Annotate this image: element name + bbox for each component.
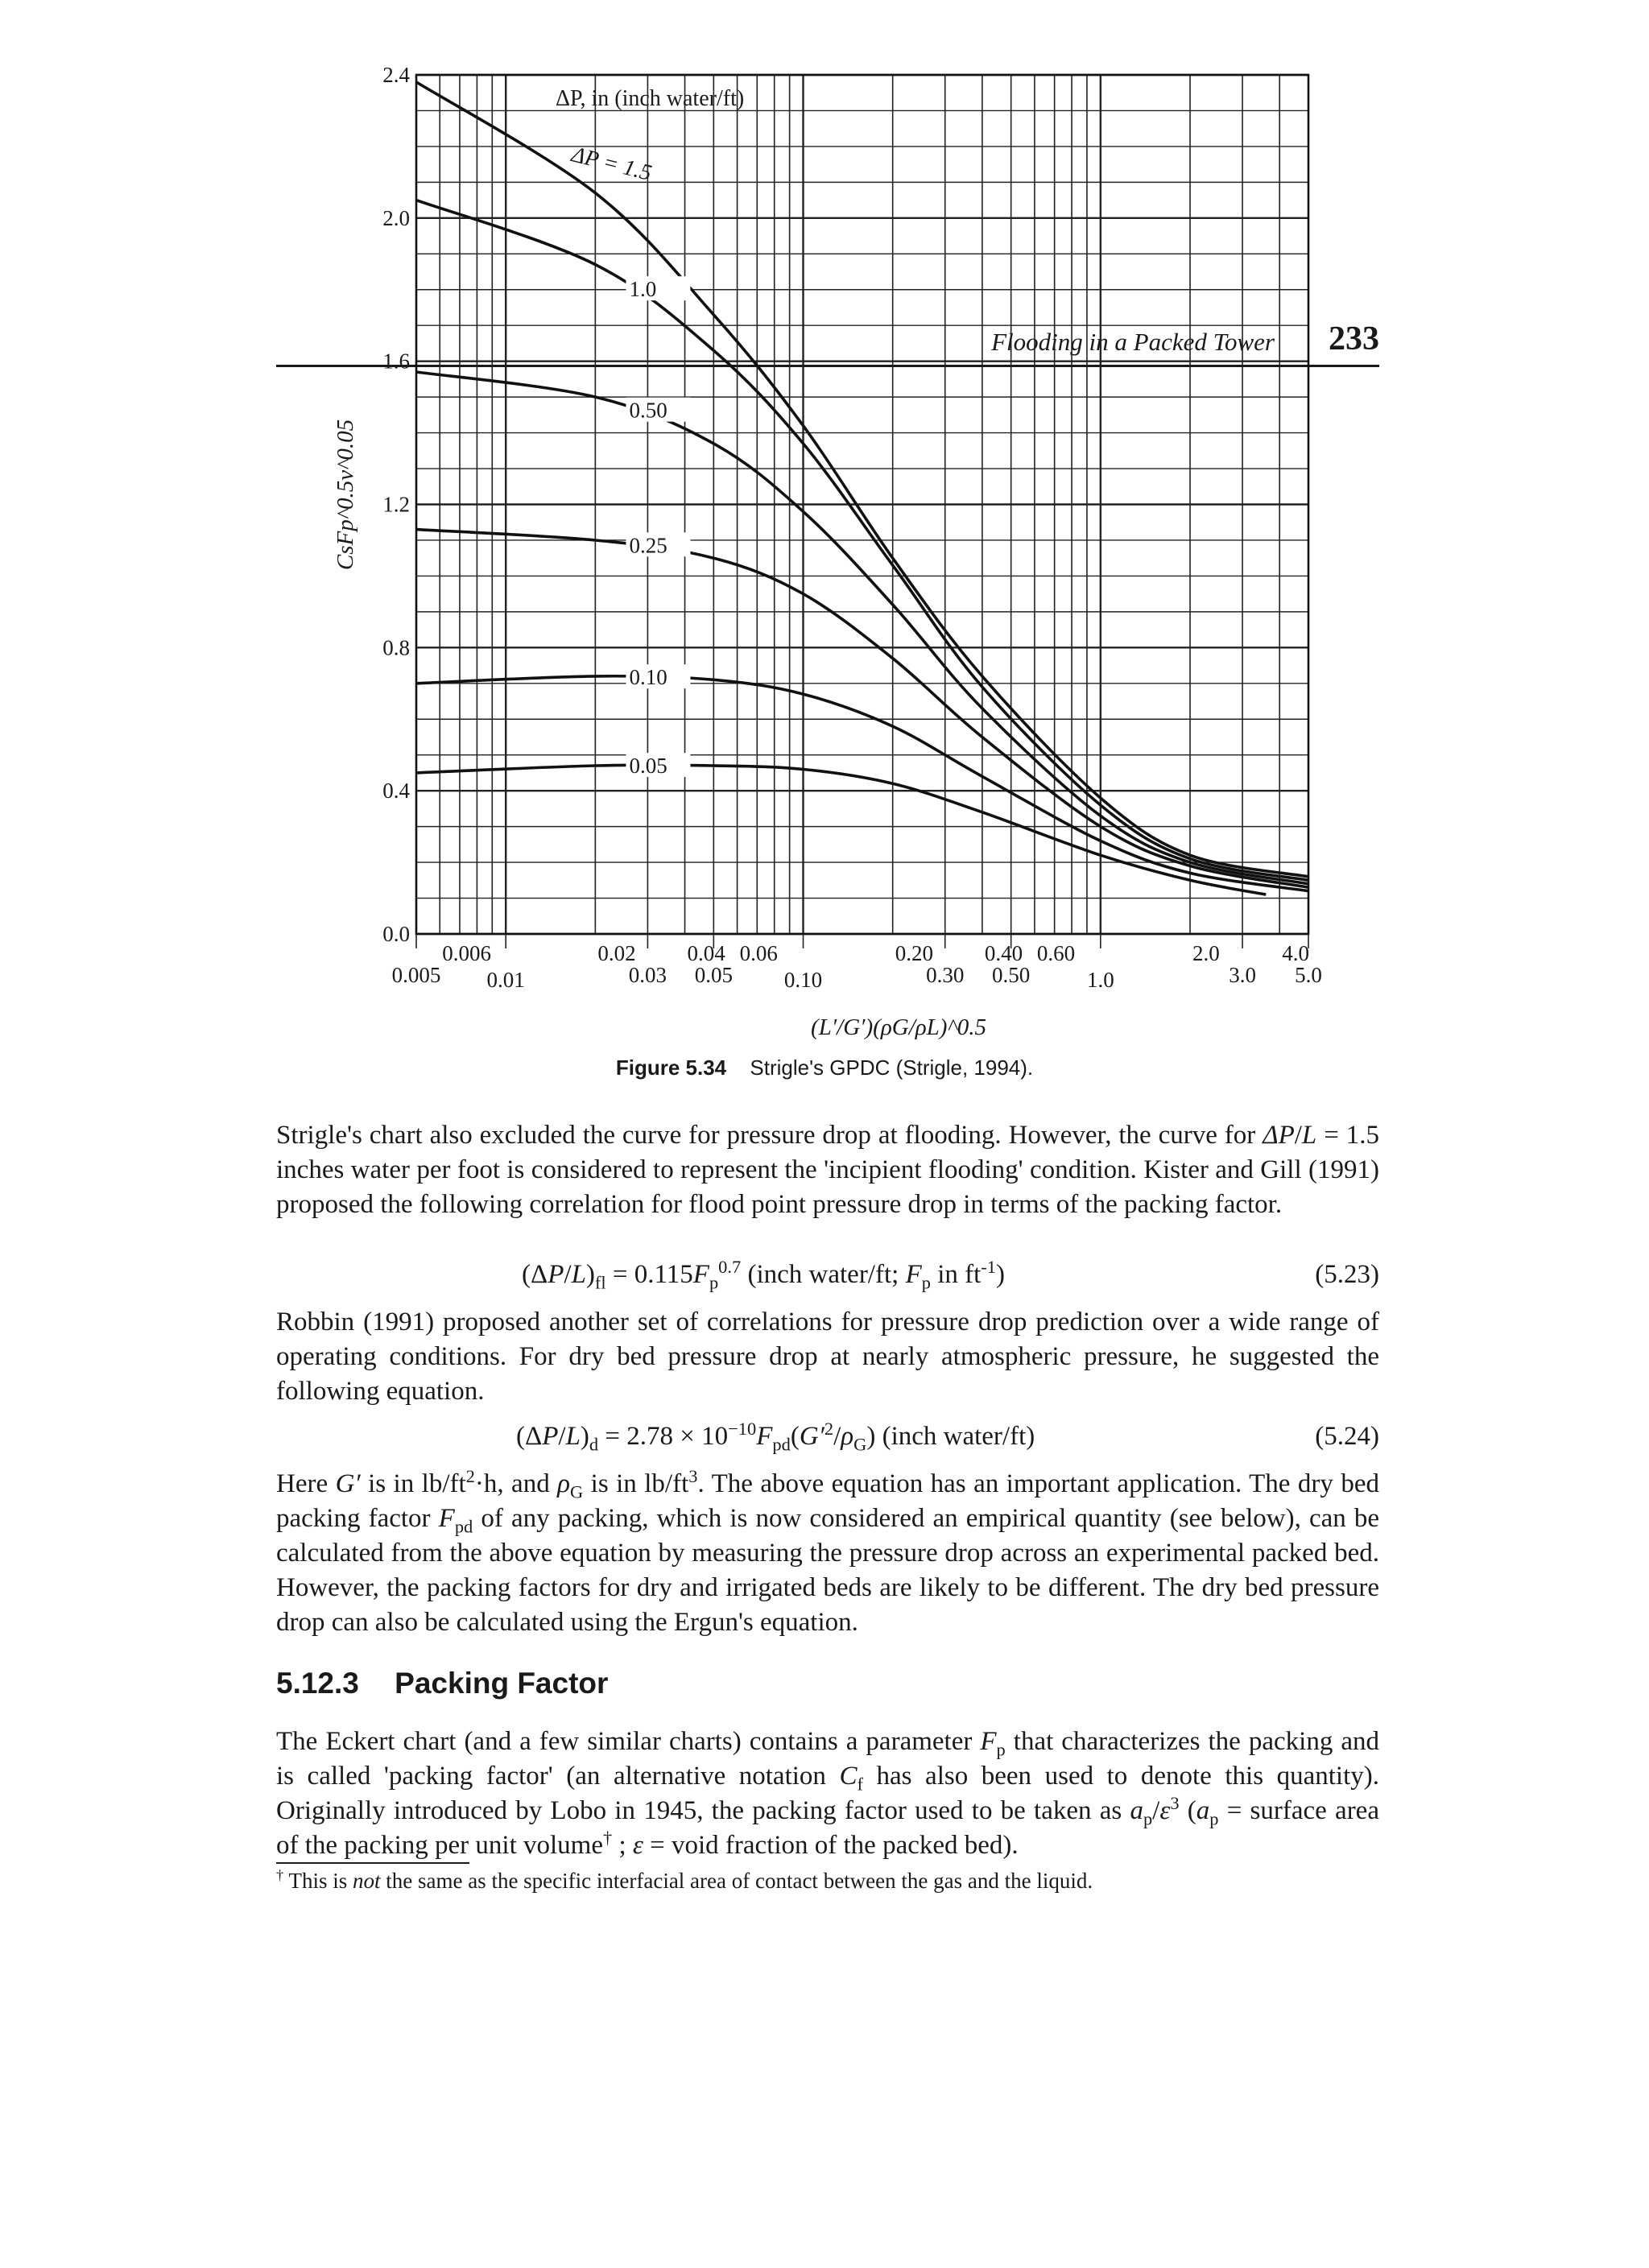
section-heading	[276, 1667, 608, 1700]
x-tick-label-lower-6: 0.50	[992, 963, 1031, 987]
series-curve-4	[416, 676, 1308, 891]
equation-5-23-number: (5.23)	[1315, 1260, 1379, 1289]
x-tick-label-lower-5: 0.30	[926, 963, 965, 987]
x-tick-label-upper-0: 0.006	[442, 941, 491, 965]
paragraph-2: Robbin (1991) proposed another set of correlations for pressure drop prediction over a wide range of operating conditions. For dry bed pressure drop at nearly atmospheric pressure, he suggested the following equation.	[276, 1308, 1379, 1406]
paragraph-1: Strigle's chart also excluded the curve for pressure drop at flooding. However, the curve for ΔP/L = 1.5 inches water per foot is considered to represent the 'incipient flooding' condition. Kister and Gill (1991) proposed the following correlation for flood point pressure drop in terms of the packing factor.	[276, 1121, 1379, 1219]
x-tick-label-upper-6: 0.60	[1036, 941, 1076, 965]
footnote: † This is not the same as the specific interfacial area of contact between the gas and the liquid.	[276, 1867, 1093, 1893]
series-label-5: 0.05	[629, 754, 667, 779]
x-tick-label-lower-2: 0.03	[628, 963, 667, 987]
section-title: Packing Factor	[395, 1667, 609, 1700]
section-number: 5.12.3	[276, 1667, 359, 1700]
x-tick-label-upper-4: 0.20	[895, 941, 933, 965]
x-tick-label-lower-0: 0.005	[391, 963, 441, 987]
y-tick-label-0: 0.0	[382, 922, 410, 946]
x-tick-label-upper-8: 4.0	[1282, 941, 1309, 965]
series-label-4: 0.10	[629, 665, 667, 690]
x-tick-label-upper-3: 0.06	[739, 941, 778, 965]
y-tick-label-6: 2.4	[382, 63, 410, 87]
x-tick-label-upper-5: 0.40	[984, 941, 1023, 965]
x-tick-label-lower-4: 0.10	[783, 968, 823, 992]
series-label-2: 0.50	[629, 398, 667, 423]
figure-caption	[0, 1056, 1649, 1080]
series-label-1: 1.0	[629, 277, 657, 302]
footnote-rule	[276, 1862, 469, 1864]
series-label-0: ΔP = 1.5	[568, 142, 655, 186]
figure-caption-text: Strigle's GPDC (Strigle, 1994).	[750, 1056, 1034, 1080]
x-axis-label: (L′/G′)(ρG/ρL)^0.5	[811, 1014, 986, 1040]
x-tick-label-lower-1: 0.01	[486, 968, 525, 992]
y-tick-label-5: 2.0	[382, 205, 410, 230]
x-tick-label-upper-2: 0.04	[687, 941, 725, 965]
legend-title: ΔP, in (inch water/ft)	[556, 86, 745, 111]
x-tick-label-upper-7: 2.0	[1192, 941, 1220, 965]
x-tick-label-lower-9: 5.0	[1295, 963, 1322, 987]
series-curve-2	[416, 372, 1308, 884]
series-label-3: 0.25	[629, 533, 667, 558]
paragraph-4: The Eckert chart (and a few similar charts) contains a parameter $F_p$ that characterizes the packing and is called 'packing factor' (an alternative notation $C_f$ has also been used to denote this quantity). Originally introduced by Lobo in 1945, the packing factor used to be taken as $a_p/\varepsilon^3$ ($a_p$ = surface area of the packing per unit volume† ; ε = void fraction of the packed bed).	[276, 1727, 1379, 1860]
paragraph-3: Here G′ is in $lb/ft^2\cdot h$, and $\rho_G$ is in $lb/ft^3$. The above equation has an important application. The dry bed packing factor $F_{pd}$ of any packing, which is now considered an empirical quantity (see below), can be calculated from the above equation by measuring the pressure drop across an experimental packed bed. However, the packing factors for dry and irrigated beds are likely to be different. The dry bed pressure drop can also be calculated using the Ergun's equation.	[276, 1466, 1379, 1637]
page-number: 233	[1329, 320, 1379, 357]
y-tick-label-4: 1.6	[382, 349, 410, 374]
equation-5-24-number: (5.24)	[1315, 1422, 1379, 1451]
x-tick-label-lower-3: 0.05	[694, 963, 733, 987]
x-tick-label-lower-8: 3.0	[1229, 963, 1256, 987]
gpdc-chart	[0, 0, 1649, 1063]
series-curve-3	[416, 530, 1308, 888]
y-tick-label-3: 1.2	[382, 492, 410, 517]
y-tick-label-2: 0.8	[382, 635, 410, 660]
y-tick-label-1: 0.4	[382, 779, 410, 804]
x-tick-label-upper-1: 0.02	[597, 941, 636, 965]
y-axis-label: CsFp^0.5ν^0.05	[333, 419, 358, 571]
x-tick-label-lower-7: 1.0	[1086, 968, 1114, 992]
equation-5-23-expression: $(\Delta P/L)_{fl} = 0.115F_p^{0.7}$ (inch water/ft; $F_p$ in $ft^{-1}$)	[522, 1257, 1005, 1293]
figure-label: Figure 5.34	[615, 1056, 727, 1080]
running-title: Flooding in a Packed Tower	[991, 328, 1275, 356]
series-curve-0	[416, 82, 1308, 877]
equation-5-24-expression: $(\Delta P/L)_d = 2.78 \times 10^{-10}F_{pd}(G'^2/\rho_G)$ (inch water/ft)	[516, 1419, 1035, 1455]
